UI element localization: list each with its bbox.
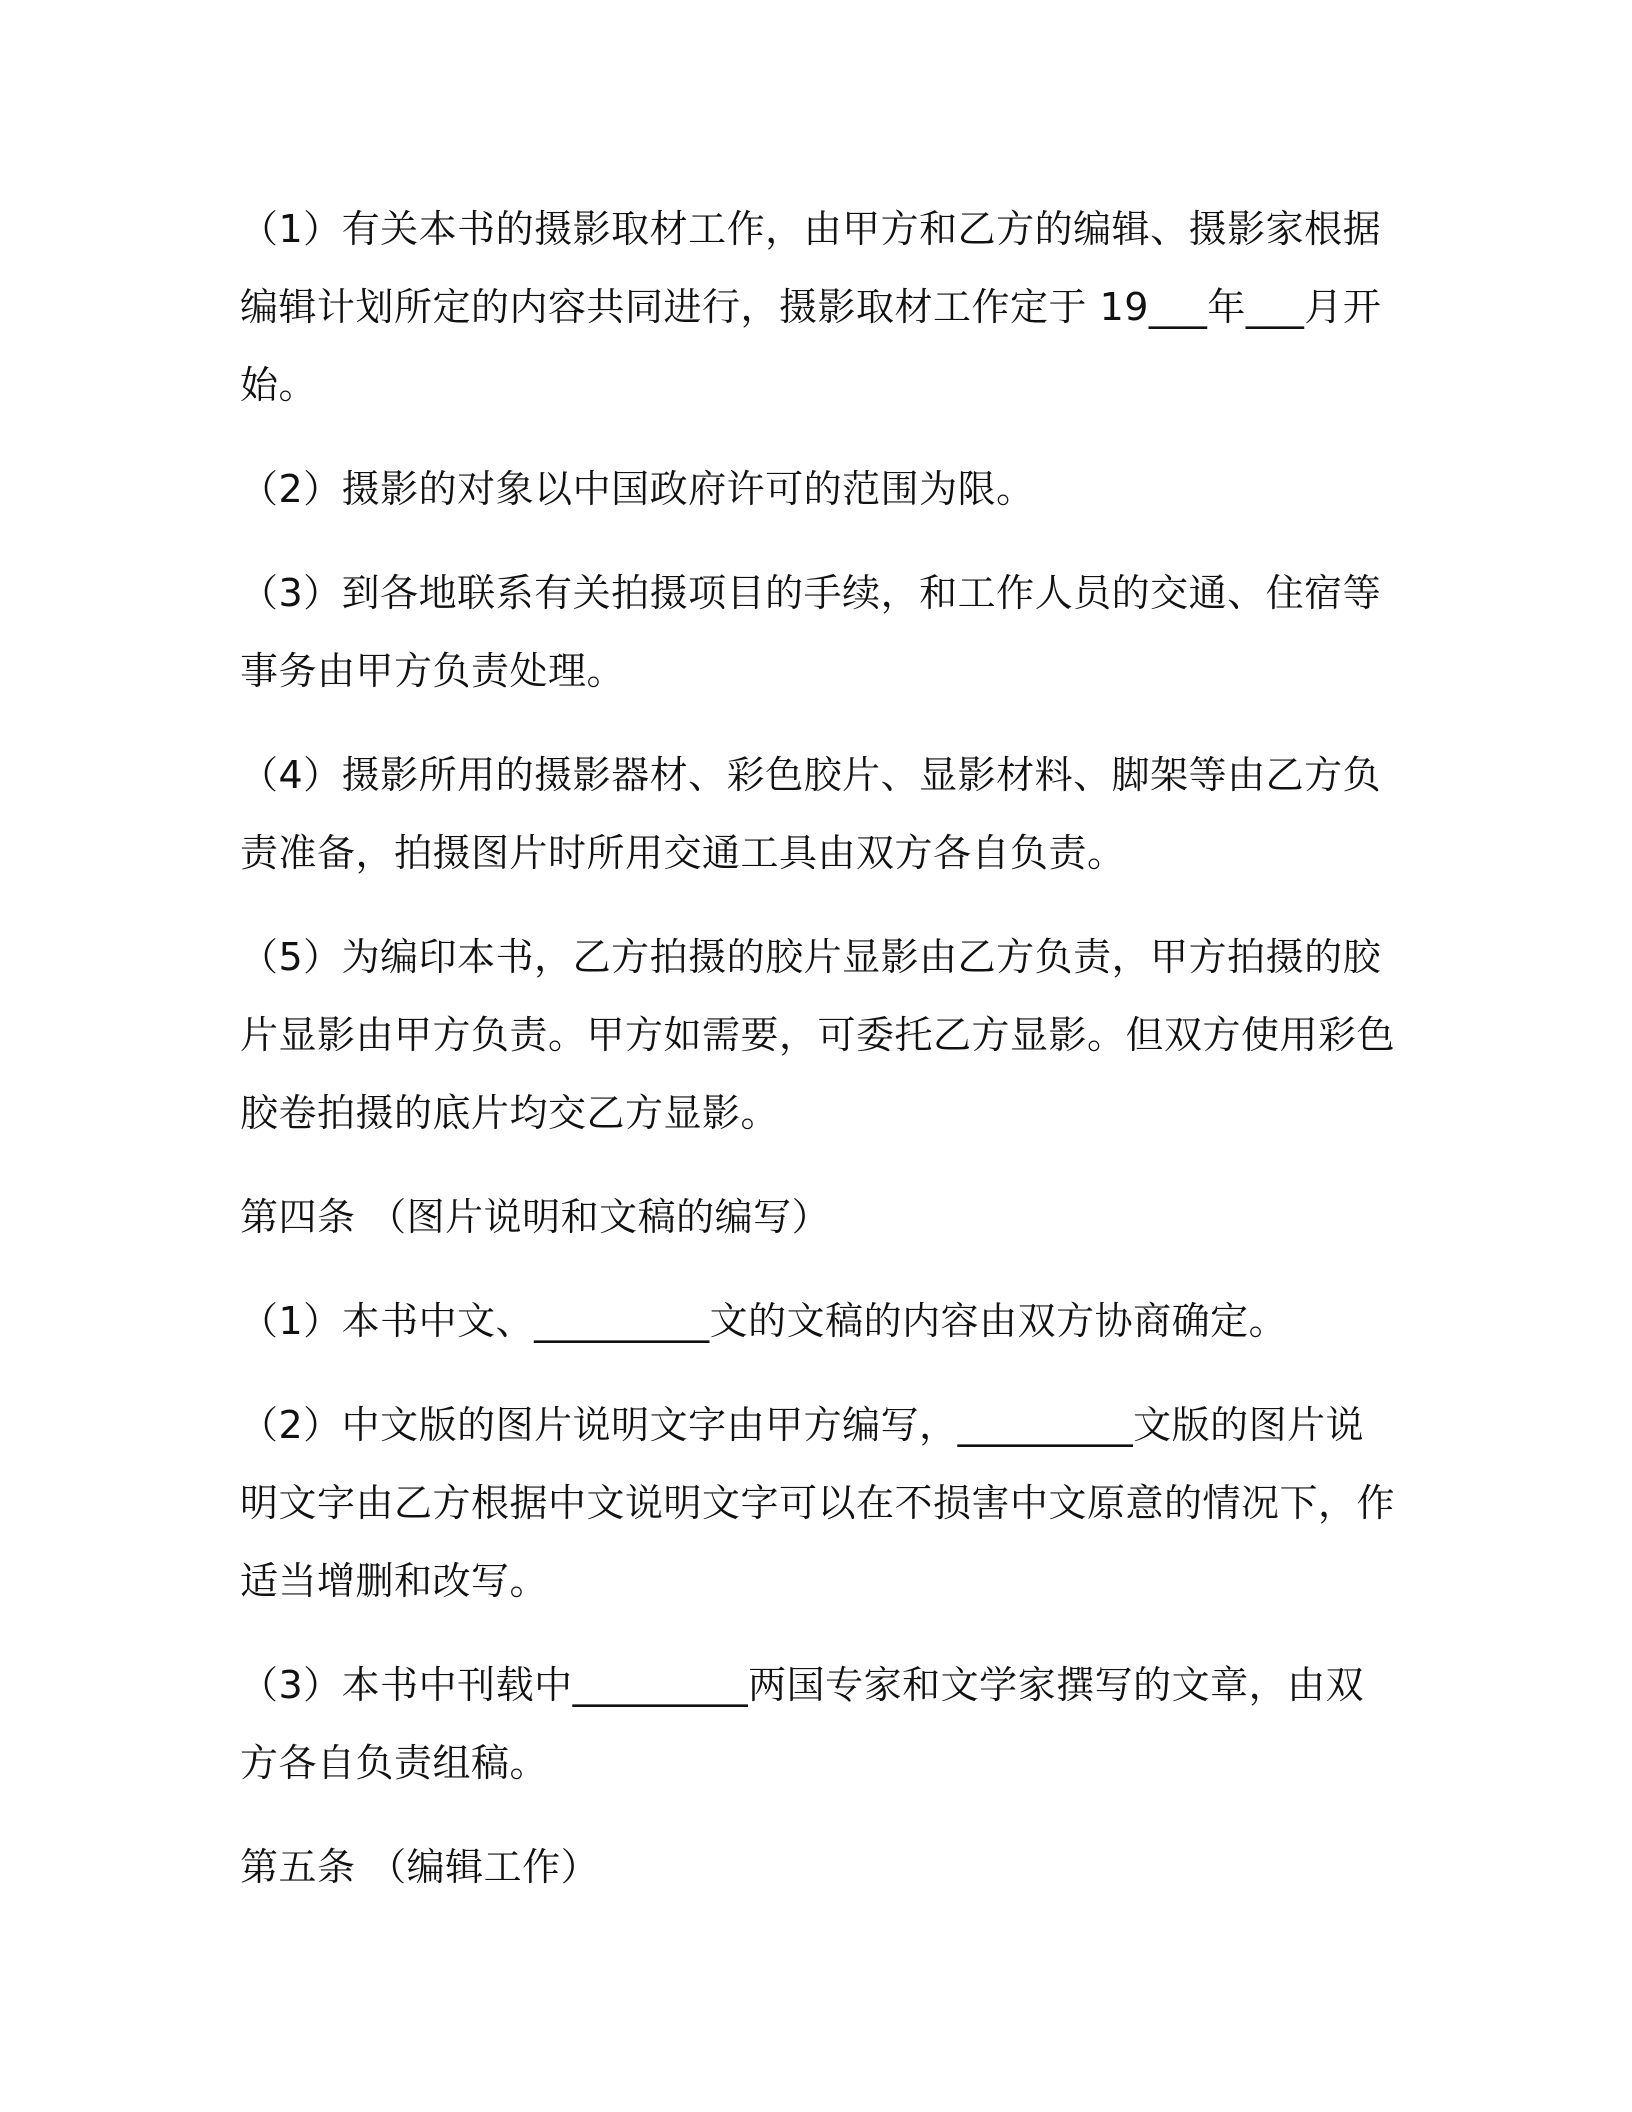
clause-4-item-3: （3）本书中刊载中_________两国专家和文学家撰写的文章，由双方各自负责组稿。 xyxy=(240,1663,1365,1785)
clause-3-item-2: （2）摄影的对象以中国政府许可的范围为限。 xyxy=(240,467,1035,511)
clause-4-item-2: （2）中文版的图片说明文字由甲方编写，_________文版的图片说明文字由乙方根据中文说明文字可以在不损害中文原意的情况下，作适当增删和改写。 xyxy=(240,1403,1396,1603)
clause-3-item-1: （1）有关本书的摄影取材工作，由甲方和乙方的编辑、摄影家根据编辑计划所定的内容共同进行，摄影取材工作定于 19___年___月开始。 xyxy=(240,207,1382,407)
clause-3-item-3: （3）到各地联系有关拍摄项目的手续，和工作人员的交通、住宿等事务由甲方负责处理。 xyxy=(240,571,1382,693)
document-body xyxy=(240,190,1400,1932)
clause-3-item-5: （5）为编印本书，乙方拍摄的胶片显影由乙方负责，甲方拍摄的胶片显影由甲方负责。甲方如需要，可委托乙方显影。但双方使用彩色胶卷拍摄的底片均交乙方显影。 xyxy=(240,935,1396,1135)
clause-4-item-1: （1）本书中文、_________文的文稿的内容由双方协商确定。 xyxy=(240,1299,1288,1343)
clause-3-item-4: （4）摄影所用的摄影器材、彩色胶片、显影材料、脚架等由乙方负责准备，拍摄图片时所用交通工具由双方各自负责。 xyxy=(240,753,1382,875)
article-4-heading: 第四条 （图片说明和文稿的编写） xyxy=(240,1195,831,1239)
article-5-heading: 第五条 （编辑工作） xyxy=(240,1845,600,1889)
